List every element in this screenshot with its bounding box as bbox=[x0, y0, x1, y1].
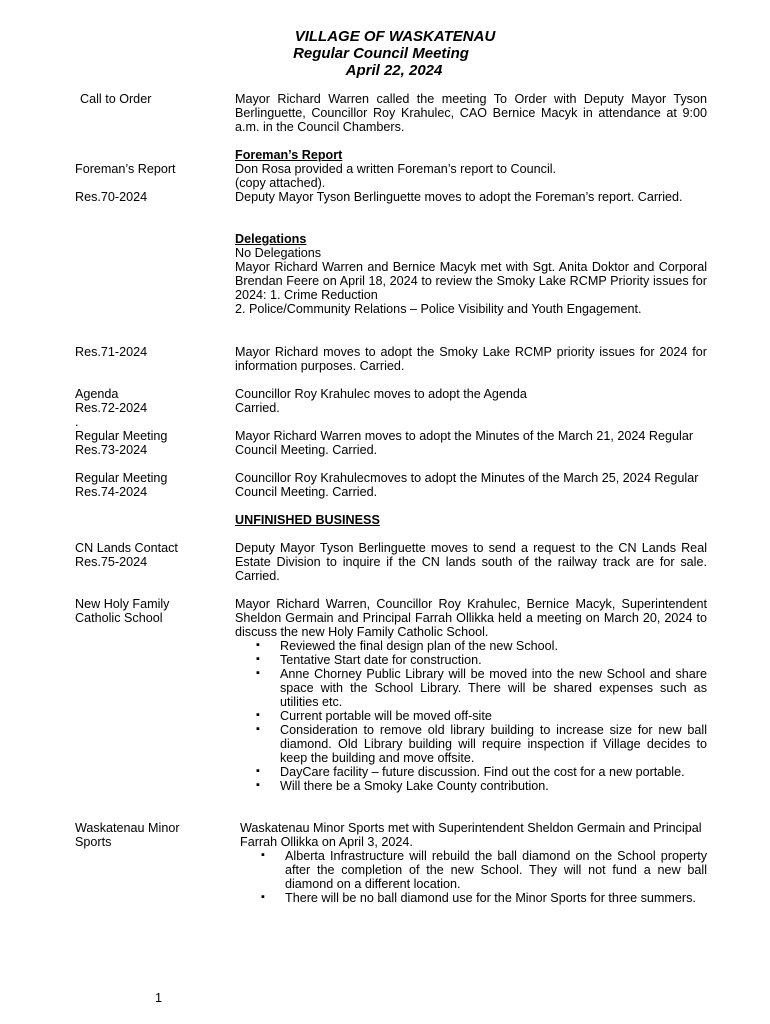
header-meeting-date: April 22, 2024 bbox=[345, 62, 443, 79]
minor-sports-body bbox=[240, 821, 707, 905]
foremans-report-attachment-note: (copy attached). bbox=[235, 176, 326, 190]
res-74-label: Regular Meeting Res.74-2024 bbox=[75, 471, 168, 499]
res-74-text: Councillor Roy Krahulecmoves to adopt the Minutes of the March 25, 2024 Regular Council Meeting. Carried. bbox=[235, 471, 699, 499]
list-item: ▪ There will be no ball diamond use for the Minor Sports for three summers. bbox=[235, 891, 707, 905]
agenda-body bbox=[235, 387, 707, 415]
list-item: ▪ Tentative Start date for construction. bbox=[235, 653, 707, 667]
res-73-label: Regular Meeting Res.73-2024 bbox=[75, 429, 168, 457]
holy-family-school-text: Mayor Richard Warren, Councillor Roy Krahulec, Bernice Macyk, Superintendent Sheldon Germain and Principal Farrah Ollikka held a meeting on March 20, 2024 to discuss the new Holy Family Catholic School. bbox=[235, 597, 707, 639]
list-item: ▪ DayCare facility – future discussion. Find out the cost for a new portable. bbox=[235, 765, 707, 779]
unfinished-business-heading: UNFINISHED BUSINESS bbox=[235, 513, 380, 527]
agenda-label: Agenda Res.72-2024 . bbox=[75, 387, 148, 429]
foremans-report-body bbox=[235, 162, 707, 190]
cn-lands-label: CN Lands Contact Res.75-2024 bbox=[75, 541, 178, 569]
minor-sports-text: Waskatenau Minor Sports met with Superintendent Sheldon Germain and Principal Farrah Ollikka on April 3, 2024. bbox=[240, 821, 702, 849]
list-item: ▪ Anne Chorney Public Library will be moved into the new School and share space with the School Library. There will be shared expenses such as utilities etc. bbox=[235, 667, 707, 709]
call-to-order-label: Call to Order bbox=[80, 92, 152, 106]
delegations-body bbox=[235, 232, 707, 316]
res-73-text: Mayor Richard Warren moves to adopt the Minutes of the March 21, 2024 Regular Council Meeting. Carried. bbox=[235, 429, 694, 457]
res-71-label: Res.71-2024 bbox=[75, 345, 148, 359]
minor-sports-label: Waskatenau Minor Sports bbox=[75, 821, 180, 849]
cn-lands-text: Deputy Mayor Tyson Berlinguette moves to send a request to the CN Lands Real Estate Division to inquire if the CN lands south of the railway track are for sale. Carried. bbox=[235, 541, 707, 583]
res-71-text: Mayor Richard moves to adopt the Smoky Lake RCMP priority issues for 2024 for information purposes. Carried. bbox=[235, 345, 707, 373]
delegations-rcmp-text: Mayor Richard Warren and Bernice Macyk met with Sgt. Anita Doktor and Corporal Brendan Feere on April 18, 2024 to review the Smoky Lake RCMP Priority issues for 2024: 1. Crime Reduction bbox=[235, 260, 707, 302]
holy-family-school-label: New Holy Family Catholic School bbox=[75, 597, 170, 625]
foremans-report-heading: Foreman’s Report bbox=[235, 148, 343, 162]
header-meeting-type: Regular Council Meeting bbox=[293, 45, 469, 62]
call-to-order-text: Mayor Richard Warren called the meeting To Order with Deputy Mayor Tyson Berlinguette, Councillor Roy Krahulec, CAO Bernice Macyk in attendance at 9:00 a.m. in the Council Chambers. bbox=[235, 92, 707, 134]
header-village-name: VILLAGE OF WASKATENAU bbox=[294, 28, 496, 45]
delegations-priority-text: 2. Police/Community Relations – Police Visibility and Youth Engagement. bbox=[235, 302, 642, 316]
page-number: 1 bbox=[155, 991, 163, 1005]
res-70-text: Deputy Mayor Tyson Berlinguette moves to adopt the Foreman’s report. Carried. bbox=[235, 190, 683, 204]
list-item: ▪ Alberta Infrastructure will rebuild the ball diamond on the School property after the completion of the new School. They will not fund a new ball diamond on a different location. bbox=[235, 849, 707, 891]
minor-sports-bullets bbox=[235, 849, 707, 905]
list-item: ▪ Reviewed the final design plan of the new School. bbox=[235, 639, 707, 653]
list-item: ▪ Will there be a Smoky Lake County contribution. bbox=[235, 779, 707, 793]
agenda-text: Councillor Roy Krahulec moves to adopt the Agenda bbox=[235, 387, 527, 401]
delegations-none-text: No Delegations bbox=[235, 246, 322, 260]
delegations-heading: Delegations bbox=[235, 232, 307, 246]
document-header bbox=[0, 28, 770, 79]
holy-family-school-body bbox=[235, 597, 707, 793]
list-item: ▪ Consideration to remove old library building to increase size for new ball diamond. Old Library building will require inspection if Village decides to keep the building and move offsite. bbox=[235, 723, 707, 765]
foremans-report-text: Don Rosa provided a written Foreman’s report to Council. bbox=[235, 162, 557, 176]
holy-family-school-bullets bbox=[235, 639, 707, 793]
res-70-label: Res.70-2024 bbox=[75, 190, 148, 204]
foremans-report-label: Foreman’s Report bbox=[75, 162, 176, 176]
agenda-carried-text: Carried. bbox=[235, 401, 280, 415]
list-item: ▪ Current portable will be moved off-site bbox=[235, 709, 707, 723]
